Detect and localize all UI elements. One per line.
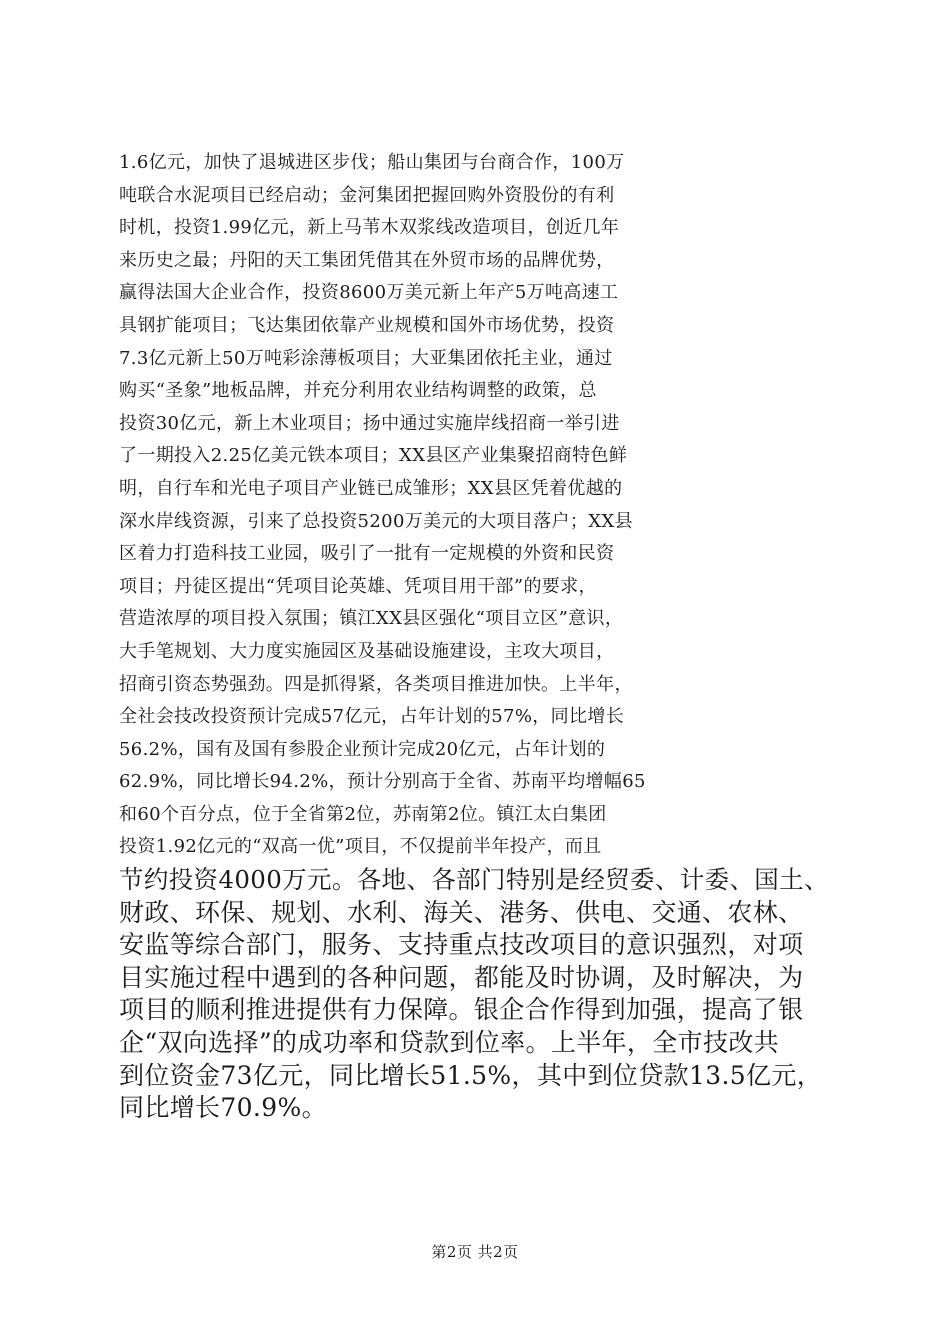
text-line: 财政、环保、规划、水利、海关、港务、供电、交通、农林、: [119, 897, 804, 927]
text-line: 投资1.92亿元的“双高一优”项目，不仅提前半年投产，而且: [119, 836, 602, 858]
text-line: 区着力打造科技工业园，吸引了一批有一定规模的外资和民资: [119, 543, 615, 565]
text-line: 到位资金73亿元，同比增长51.5%，其中到位贷款13.5亿元，: [119, 1060, 823, 1090]
text-line: 项目的顺利推进提供有力保障。银企合作得到加强，提高了银: [119, 995, 804, 1025]
text-line: 具钢扩能项目；飞达集团依靠产业规模和国外市场优势，投资: [119, 314, 615, 336]
text-line: 了一期投入2.25亿美元铁本项目；XX县区产业集聚招商特色鲜: [119, 445, 628, 467]
text-line: 来历史之最；丹阳的天工集团凭借其在外贸市场的品牌优势，: [119, 249, 615, 271]
text-line: 节约投资4000万元。各地、各部门特别是经贸委、计委、国土、: [119, 865, 829, 895]
text-line: 和60个百分点，位于全省第2位，苏南第2位。镇江太白集团: [119, 803, 607, 825]
text-line: 1.6亿元，加快了退城进区步伐；船山集团与台商合作，100万: [119, 152, 625, 173]
text-line: 吨联合水泥项目已经启动；金河集团把握回购外资股份的有利: [119, 184, 615, 206]
text-line: 企“双向选择”的成功率和贷款到位率。上半年，全市技改共: [119, 1028, 780, 1058]
text-line: 安监等综合部门，服务、支持重点技改项目的意识强烈，对项: [119, 930, 804, 960]
text-line: 时机，投资1.99亿元，新上马苇木双浆线改造项目，创近几年: [119, 217, 620, 239]
text-line: 项目；丹徒区提出“凭项目论英雄、凭项目用干部”的要求，: [119, 575, 597, 597]
text-line: 目实施过程中遇到的各种问题，都能及时协调，及时解决，为: [119, 962, 804, 992]
text-line: 购买“圣象”地板品牌，并充分利用农业结构调整的政策，总: [119, 380, 597, 402]
text-line: 赢得法国大企业合作，投资8600万美元新上年产5万吨高速工: [119, 282, 619, 304]
text-line: 7.3亿元新上50万吨彩涂薄板项目；大亚集团依托主业，通过: [119, 347, 613, 369]
text-line: 投资30亿元，新上木业项目；扬中通过实施岸线招商一举引进: [119, 412, 620, 434]
text-line: 明，自行车和光电子项目产业链已成雏形；XX县区凭着优越的: [119, 477, 623, 499]
text-line: 大手笔规划、大力度实施园区及基础设施建设，主攻大项目，: [119, 640, 615, 662]
text-line: 56.2%，国有及国有参股企业预计完成20亿元，占年计划的: [119, 738, 606, 760]
text-line: 营造浓厚的项目投入氛围；镇江XX县区强化“项目立区”意识，: [119, 608, 624, 630]
text-line: 全社会技改投资预计完成57亿元，占年计划的57%，同比增长: [119, 706, 625, 728]
text-line: 深水岸线资源，引来了总投资5200万美元的大项目落户；XX县: [119, 510, 633, 532]
page-number-footer: 第2页 共2页: [431, 1243, 519, 1261]
body-paragraph: [119, 147, 829, 1125]
text-line: 同比增长70.9%。: [119, 1093, 327, 1123]
text-line: 62.9%，同比增长94.2%，预计分别高于全省、苏南平均增幅65: [119, 771, 646, 793]
text-line: 招商引资态势强劲。四是抓得紧，各类项目推进加快。上半年，: [119, 673, 633, 695]
